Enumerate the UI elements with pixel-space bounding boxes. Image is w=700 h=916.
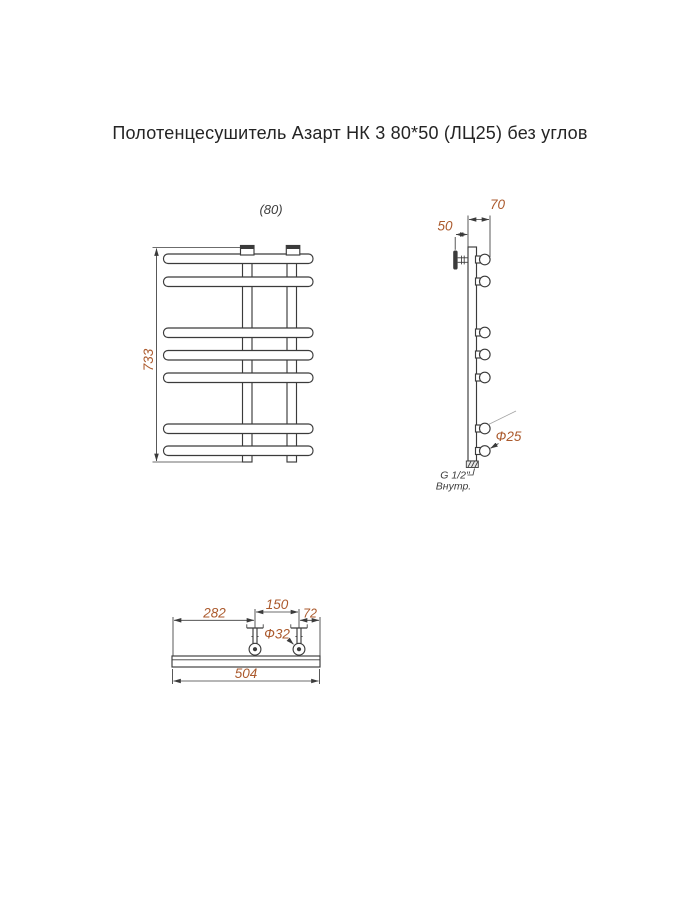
rung bbox=[164, 277, 314, 287]
post-spacing-label: 150 bbox=[265, 597, 289, 612]
bracket-flange bbox=[453, 251, 457, 270]
post-spacing-dimension bbox=[256, 597, 298, 612]
rung bbox=[164, 424, 314, 434]
rung-diameter-callout bbox=[489, 411, 522, 448]
total-length-label: 504 bbox=[234, 666, 258, 681]
rung-end bbox=[476, 276, 491, 287]
rung-end bbox=[476, 446, 491, 457]
left-span-label: 282 bbox=[203, 605, 226, 621]
wall-bracket bbox=[453, 251, 468, 270]
rung bbox=[164, 373, 314, 383]
side-view bbox=[436, 197, 522, 493]
front-width-label: (80) bbox=[259, 202, 283, 217]
bracket-offset-dimension bbox=[437, 219, 467, 250]
rung bbox=[164, 351, 314, 361]
rung-end bbox=[476, 372, 491, 383]
page-title: Полотенцесушитель Азарт НК 3 80*50 (ЛЦ25) без углов bbox=[112, 123, 588, 143]
total-length-dimension bbox=[173, 666, 320, 684]
left-span-dimension bbox=[173, 605, 254, 655]
rung-end bbox=[476, 327, 491, 338]
leader-line bbox=[290, 641, 294, 645]
bottom-view bbox=[172, 597, 320, 684]
depth-label: 70 bbox=[489, 197, 506, 212]
front-view bbox=[141, 202, 313, 462]
leader-line bbox=[491, 444, 499, 449]
thread-callout bbox=[436, 469, 475, 493]
rung bbox=[164, 446, 314, 456]
post-diameter-callout bbox=[264, 627, 293, 645]
thread-note-label: Внутр. bbox=[435, 480, 472, 493]
front-rungs bbox=[164, 254, 314, 456]
right-span-label: 72 bbox=[303, 606, 317, 621]
bracket-offset-label: 50 bbox=[437, 218, 453, 234]
thread-label: G 1/2" bbox=[440, 469, 470, 482]
threaded-end bbox=[466, 461, 478, 468]
front-height-label: 733 bbox=[141, 348, 156, 372]
post-cap-top bbox=[287, 246, 300, 249]
bottom-post-left bbox=[247, 609, 263, 655]
rung-diameter-label: Ф25 bbox=[495, 429, 522, 444]
post-cap-top bbox=[241, 246, 254, 249]
leader-line bbox=[489, 411, 517, 425]
side-rung-ends bbox=[476, 254, 491, 456]
rung-end bbox=[476, 349, 491, 360]
rung bbox=[164, 328, 314, 338]
rung-end bbox=[476, 254, 491, 265]
post-diameter-label: Ф32 bbox=[264, 626, 290, 642]
rung-end bbox=[476, 423, 491, 434]
